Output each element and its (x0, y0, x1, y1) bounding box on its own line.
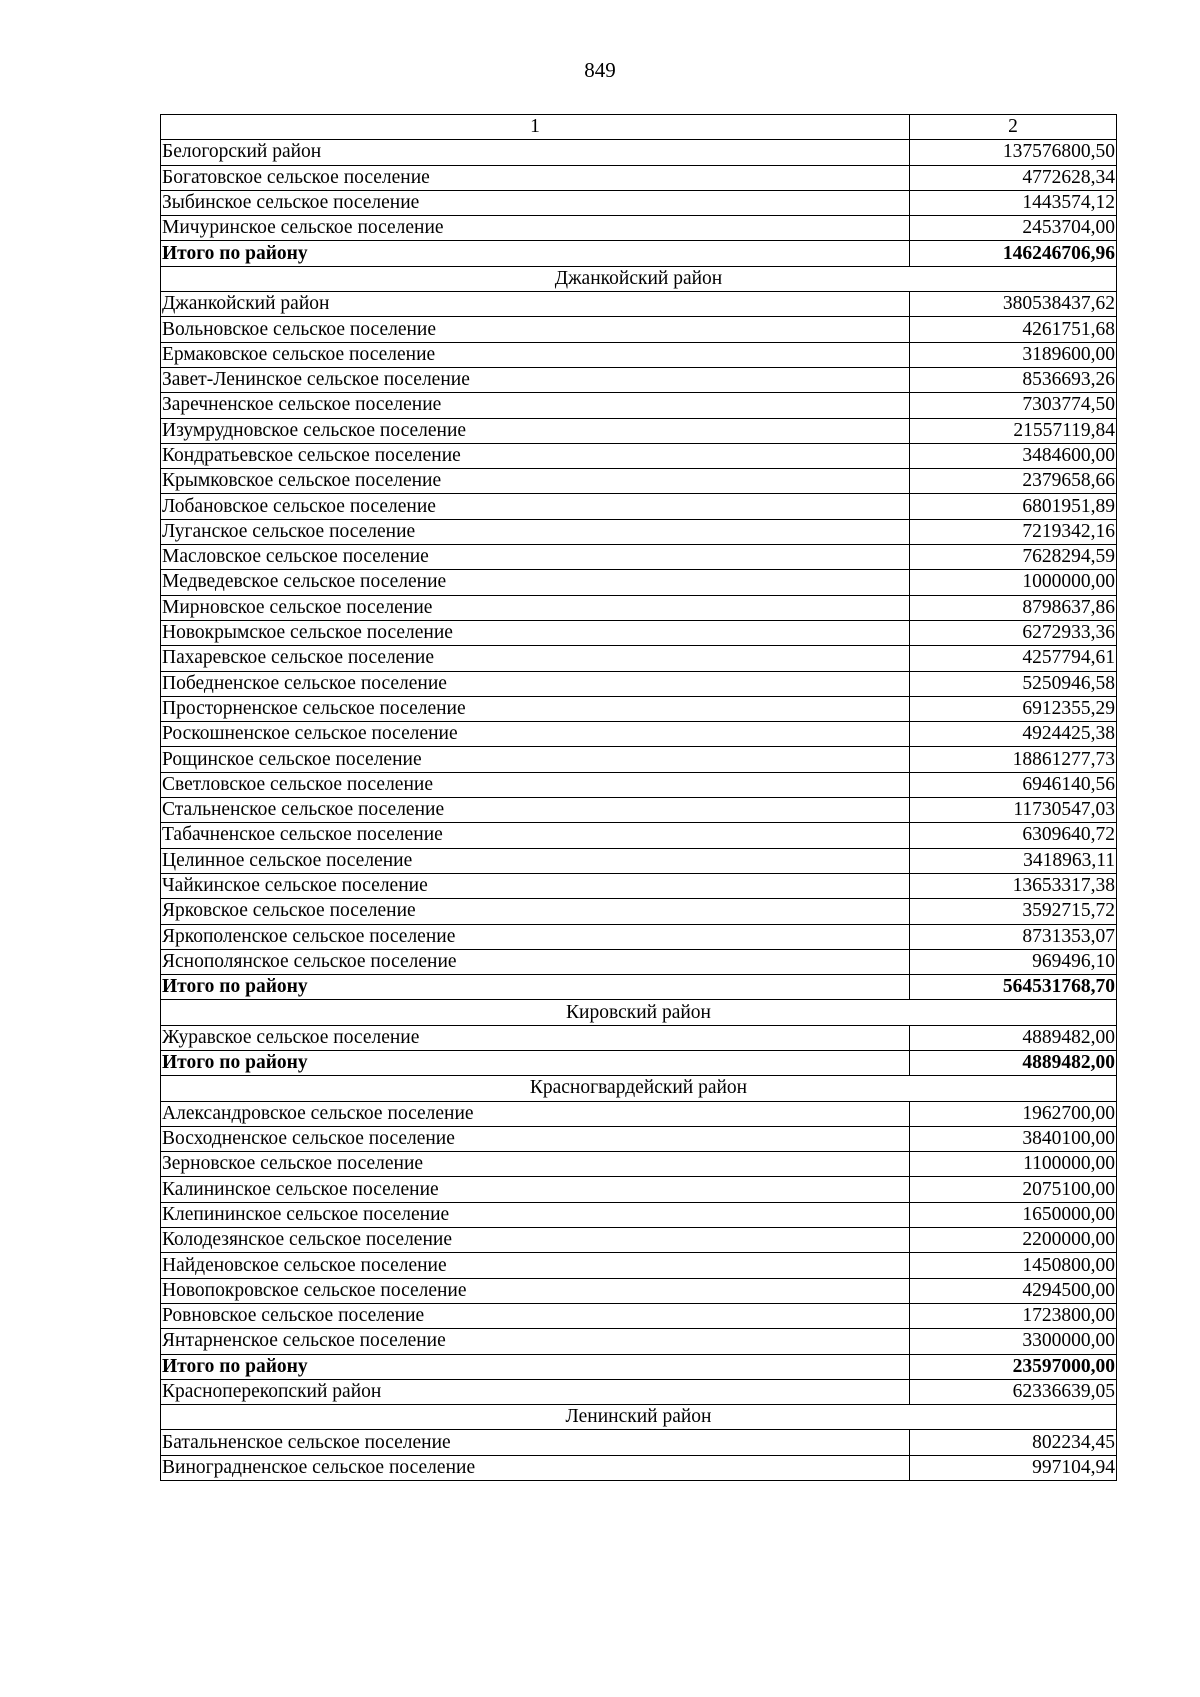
district-header-row (161, 1076, 1117, 1101)
settlement-name: Восходненское сельское поселение (161, 1126, 910, 1151)
amount: 6272933,36 (910, 620, 1117, 645)
settlement-name: Заречненское сельское поселение (161, 393, 910, 418)
total-amount: 23597000,00 (910, 1354, 1117, 1379)
amount: 4889482,00 (910, 1025, 1117, 1050)
table-row (161, 1152, 1117, 1177)
table-row (161, 949, 1117, 974)
settlement-name: Масловское сельское поселение (161, 545, 910, 570)
amount: 3840100,00 (910, 1126, 1117, 1151)
table-row (161, 747, 1117, 772)
amount: 7303774,50 (910, 393, 1117, 418)
settlement-name: Ровновское сельское поселение (161, 1303, 910, 1328)
settlement-name: Медведевское сельское поселение (161, 570, 910, 595)
amount: 11730547,03 (910, 798, 1117, 823)
table-row (161, 216, 1117, 241)
table-row (161, 1126, 1117, 1151)
amount: 18861277,73 (910, 747, 1117, 772)
table-row (161, 190, 1117, 215)
total-label: Итого по району (161, 1050, 910, 1075)
amount: 4772628,34 (910, 165, 1117, 190)
amount: 7219342,16 (910, 519, 1117, 544)
amount: 137576800,50 (910, 140, 1117, 165)
settlement-name: Луганское сельское поселение (161, 519, 910, 544)
settlement-name: Новопокровское сельское поселение (161, 1278, 910, 1303)
table-row (161, 696, 1117, 721)
amount: 1443574,12 (910, 190, 1117, 215)
settlement-name: Завет-Ленинское сельское поселение (161, 367, 910, 392)
amount: 8798637,86 (910, 595, 1117, 620)
column-header-2: 2 (910, 115, 1117, 140)
settlement-name: Рощинское сельское поселение (161, 747, 910, 772)
settlement-name: Табачненское сельское поселение (161, 823, 910, 848)
column-header-1: 1 (161, 115, 910, 140)
total-amount: 564531768,70 (910, 975, 1117, 1000)
settlement-name: Вольновское сельское поселение (161, 317, 910, 342)
amount: 4294500,00 (910, 1278, 1117, 1303)
table-row (161, 1101, 1117, 1126)
settlement-name: Богатовское сельское поселение (161, 165, 910, 190)
total-label: Итого по району (161, 1354, 910, 1379)
table-row (161, 1228, 1117, 1253)
amount: 3592715,72 (910, 899, 1117, 924)
district-name: Кировский район (161, 1000, 1117, 1025)
settlement-name: Колодезянское сельское поселение (161, 1228, 910, 1253)
total-amount: 4889482,00 (910, 1050, 1117, 1075)
district-name: Красногвардейский район (161, 1076, 1117, 1101)
amount: 8536693,26 (910, 367, 1117, 392)
amount: 4261751,68 (910, 317, 1117, 342)
amount: 7628294,59 (910, 545, 1117, 570)
settlement-name: Лобановское сельское поселение (161, 494, 910, 519)
settlement-name: Белогорский район (161, 140, 910, 165)
district-total-row (161, 975, 1117, 1000)
district-header-row (161, 266, 1117, 291)
settlement-name: Зыбинское сельское поселение (161, 190, 910, 215)
total-label: Итого по району (161, 975, 910, 1000)
settlement-name: Батальненское сельское поселение (161, 1430, 910, 1455)
settlement-name: Чайкинское сельское поселение (161, 873, 910, 898)
table-row (161, 1455, 1117, 1480)
district-header-row (161, 1000, 1117, 1025)
amount: 1000000,00 (910, 570, 1117, 595)
settlement-name: Ярковское сельское поселение (161, 899, 910, 924)
amount: 802234,45 (910, 1430, 1117, 1455)
settlement-name: Зерновское сельское поселение (161, 1152, 910, 1177)
settlement-name: Клепининское сельское поселение (161, 1202, 910, 1227)
settlement-name: Янтарненское сельское поселение (161, 1329, 910, 1354)
settlement-name: Яснополянское сельское поселение (161, 949, 910, 974)
district-name: Ленинский район (161, 1405, 1117, 1430)
settlement-name: Ермаковское сельское поселение (161, 342, 910, 367)
amount: 2379658,66 (910, 469, 1117, 494)
amount: 2200000,00 (910, 1228, 1117, 1253)
table-row (161, 165, 1117, 190)
amount: 3484600,00 (910, 443, 1117, 468)
table-row (161, 519, 1117, 544)
table-row (161, 443, 1117, 468)
amount: 380538437,62 (910, 292, 1117, 317)
table-row (161, 367, 1117, 392)
table-row (161, 772, 1117, 797)
amount: 1723800,00 (910, 1303, 1117, 1328)
table-row (161, 317, 1117, 342)
table-row (161, 1379, 1117, 1404)
settlement-name: Яркополенское сельское поселение (161, 924, 910, 949)
settlement-name: Изумрудновское сельское поселение (161, 418, 910, 443)
settlement-name: Мичуринское сельское поселение (161, 216, 910, 241)
amount: 3418963,11 (910, 848, 1117, 873)
amount: 13653317,38 (910, 873, 1117, 898)
amount: 21557119,84 (910, 418, 1117, 443)
table-row (161, 545, 1117, 570)
settlement-name: Стальненское сельское поселение (161, 798, 910, 823)
amount: 3300000,00 (910, 1329, 1117, 1354)
table-row (161, 1025, 1117, 1050)
amount: 6801951,89 (910, 494, 1117, 519)
settlement-name: Виноградненское сельское поселение (161, 1455, 910, 1480)
table-row (161, 1329, 1117, 1354)
amount: 1100000,00 (910, 1152, 1117, 1177)
settlement-name: Мирновское сельское поселение (161, 595, 910, 620)
table-row (161, 494, 1117, 519)
table-row (161, 823, 1117, 848)
table-body (161, 140, 1117, 1481)
page-number: 849 (584, 58, 616, 82)
table-row (161, 899, 1117, 924)
settlement-name: Найденовское сельское поселение (161, 1253, 910, 1278)
amount: 4924425,38 (910, 722, 1117, 747)
settlement-name: Калининское сельское поселение (161, 1177, 910, 1202)
amount: 5250946,58 (910, 671, 1117, 696)
table-row (161, 418, 1117, 443)
amount: 969496,10 (910, 949, 1117, 974)
amount: 997104,94 (910, 1455, 1117, 1480)
settlement-name: Кондратьевское сельское поселение (161, 443, 910, 468)
district-header-row (161, 1405, 1117, 1430)
amount: 6912355,29 (910, 696, 1117, 721)
budget-table (160, 114, 1117, 1481)
table-row (161, 722, 1117, 747)
table-header-row (161, 115, 1117, 140)
table-row (161, 848, 1117, 873)
settlement-name: Пахаревское сельское поселение (161, 646, 910, 671)
amount: 4257794,61 (910, 646, 1117, 671)
table-row (161, 1278, 1117, 1303)
table-row (161, 1303, 1117, 1328)
settlement-name: Новокрымское сельское поселение (161, 620, 910, 645)
table-row (161, 924, 1117, 949)
district-total-row (161, 241, 1117, 266)
amount: 2453704,00 (910, 216, 1117, 241)
amount: 62336639,05 (910, 1379, 1117, 1404)
table-row (161, 671, 1117, 696)
table-row (161, 1430, 1117, 1455)
table-row (161, 1253, 1117, 1278)
table-row (161, 798, 1117, 823)
settlement-name: Джанкойский район (161, 292, 910, 317)
settlement-name: Победненское сельское поселение (161, 671, 910, 696)
settlement-name: Роскошненское сельское поселение (161, 722, 910, 747)
settlement-name: Крымковское сельское поселение (161, 469, 910, 494)
table-row (161, 469, 1117, 494)
amount: 1450800,00 (910, 1253, 1117, 1278)
table-row (161, 393, 1117, 418)
settlement-name: Александровское сельское поселение (161, 1101, 910, 1126)
table-row (161, 292, 1117, 317)
table-row (161, 873, 1117, 898)
amount: 3189600,00 (910, 342, 1117, 367)
amount: 6309640,72 (910, 823, 1117, 848)
table-row (161, 342, 1117, 367)
settlement-name: Просторненское сельское поселение (161, 696, 910, 721)
settlement-name: Журавское сельское поселение (161, 1025, 910, 1050)
table-row (161, 1177, 1117, 1202)
table-row (161, 620, 1117, 645)
settlement-name: Светловское сельское поселение (161, 772, 910, 797)
amount: 6946140,56 (910, 772, 1117, 797)
amount: 1650000,00 (910, 1202, 1117, 1227)
total-label: Итого по району (161, 241, 910, 266)
table-row (161, 1202, 1117, 1227)
total-amount: 146246706,96 (910, 241, 1117, 266)
table-row (161, 570, 1117, 595)
amount: 8731353,07 (910, 924, 1117, 949)
table-row (161, 595, 1117, 620)
district-name: Джанкойский район (161, 266, 1117, 291)
amount: 2075100,00 (910, 1177, 1117, 1202)
district-total-row (161, 1354, 1117, 1379)
table-row (161, 646, 1117, 671)
settlement-name: Красноперекопский район (161, 1379, 910, 1404)
settlement-name: Целинное сельское поселение (161, 848, 910, 873)
table-row (161, 140, 1117, 165)
district-total-row (161, 1050, 1117, 1075)
amount: 1962700,00 (910, 1101, 1117, 1126)
